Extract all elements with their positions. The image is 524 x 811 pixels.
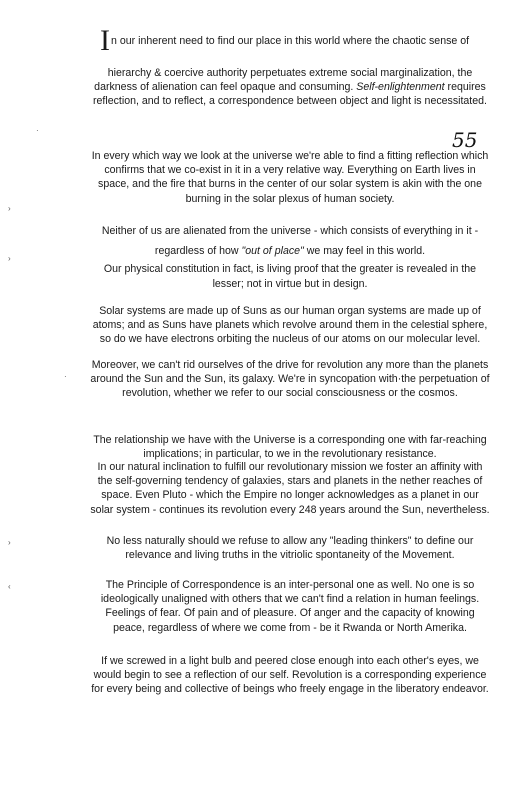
intro-first-line [90,24,490,57]
intro-emphasis: Self-enlightenment [356,81,445,94]
p3-emphasis: "out of place" [241,245,304,258]
p3-post: we may feel in this world. [303,245,426,258]
paragraph-4: Solar systems are made up of Suns as our human organ systems are made up of atoms; and as Suns have planets which revolve around them in the celestial sphere, so do we have electrons orbiting the nucleus of our atoms on our molecular level. [92,305,488,346]
paragraph-intro [90,22,490,109]
drop-cap: I [100,24,110,57]
margin-mark: › [8,204,11,213]
margin-mark: › [8,254,11,263]
paragraph-5: Moreover, we can't rid ourselves of the drive for revolution any more than the planets around the Sun and the Sun, its galaxy. We're in syncopation with·the perpetuation of revolution, whether we refer to our social consciousness or the cosmos. [90,359,490,400]
margin-mark: › [8,538,11,547]
handwritten-page-number: 55 [452,128,478,152]
margin-mark: · [36,126,39,135]
paragraph-10: If we screwed in a light bulb and peered close enough into each other's eyes, we would begin to see a reflection of our self. Revolution is a corresponding experience for every being and collective of beings who freely engage in the liberatory endeavor. [91,655,489,696]
intro-body [90,66,490,109]
p3-line-2 [90,244,490,258]
margin-mark: ‹ [8,582,11,591]
paragraph-7: In our natural inclination to fulfill our revolutionary mission we foster an affinity with the self-governing tendency of galaxies, stars and planets in the nether reaches of space. Even Pluto - which the Empire no longer acknowledges as a planet in our solar system - continues its revolution every 248 years around the Sun, nevertheless. [90,461,490,516]
paragraph-3 [90,224,490,291]
p3-pre: regardless of how [154,245,242,258]
p3-line-3: Our physical constitution in fact, is living proof that the greater is revealed in the lesser; not in virtue but in design. [103,263,477,290]
paragraph-9: The Principle of Correspondence is an inter-personal one as well. No one is so ideologically unaligned with others that we can't find a relation in human feelings. Feelings of fear. Of pain and of pleasure. Of anger and the capacity of knowing peace, regardless of where we come from - be it Rwanda or North Amerika. [100,579,480,634]
paragraph-8: No less naturally should we refuse to allow any "leading thinkers" to define our relevance and living truths in the vitriolic spontaneity of the Movement. [106,535,474,562]
margin-mark: · [64,372,67,381]
intro-body-text-2: requires reflection, and to reflect, a correspondence between object and light is necessitated. [93,81,487,108]
intro-body-text: hierarchy & coercive authority perpetuates extreme social marginalization, the darkness of alienation can feel opaque and consuming. [94,67,473,94]
paragraph-6: The relationship we have with the Universe is a corresponding one with far-reaching implications; in particular, to we in the revolutionary resistance. [93,434,487,461]
paragraph-2: In every which way we look at the universe we're able to find a fitting reflection which confirms that we co-exist in it in a very relative way. Everything on Earth lives in space, and the fire that burns in the center of our solar system is akin with the one burning in the solar plexus of human society. [91,150,489,205]
intro-line-text: n our inherent need to find our place in this world where the chaotic sense of [111,35,470,47]
p3-line-1: Neither of us are alienated from the universe - which consists of everything in it - [101,225,479,237]
